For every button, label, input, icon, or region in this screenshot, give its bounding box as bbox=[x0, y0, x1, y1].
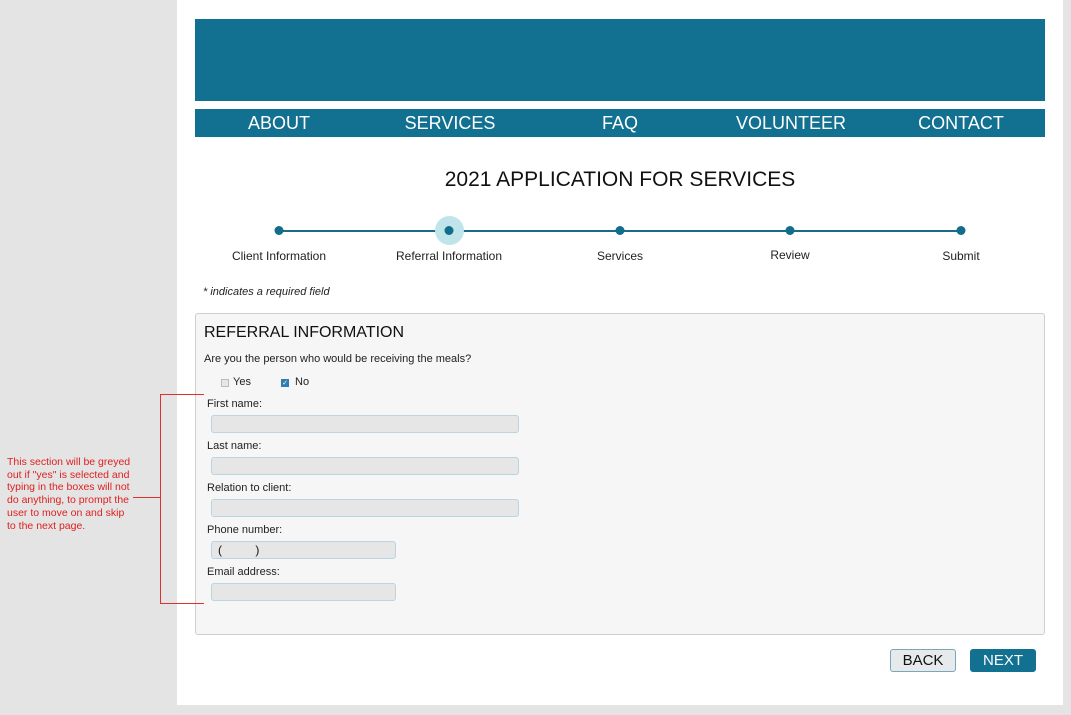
nav-volunteer[interactable]: VOLUNTEER bbox=[735, 113, 847, 133]
step-dot-client bbox=[275, 226, 284, 235]
step-dot-submit bbox=[957, 226, 966, 235]
step-label: Services bbox=[596, 249, 644, 263]
nav-contact[interactable]: CONTACT bbox=[918, 113, 1004, 133]
relation-label: Relation to client: bbox=[207, 482, 292, 494]
step-dot-referral bbox=[445, 226, 454, 235]
next-button[interactable]: NEXT bbox=[970, 649, 1036, 672]
phone-input[interactable]: ( ) bbox=[211, 541, 396, 559]
yes-checkbox[interactable] bbox=[221, 379, 229, 387]
annotation-note: This section will be greyed out if "yes" is selected and typing in the boxes will not do anything, to prompt the user to move on and skip to the next page. bbox=[7, 456, 131, 532]
yes-label: Yes bbox=[233, 376, 251, 388]
no-label: No bbox=[295, 376, 310, 388]
relation-input[interactable] bbox=[211, 499, 519, 517]
step-label: Referral Information bbox=[395, 249, 503, 263]
no-checkbox[interactable]: ✓ bbox=[282, 380, 288, 387]
nav-faq[interactable]: FAQ bbox=[601, 113, 639, 133]
last-name-label: Last name: bbox=[207, 440, 262, 452]
step-dot-review bbox=[786, 226, 795, 235]
email-input[interactable] bbox=[211, 583, 396, 601]
page-title: 2021 APPLICATION FOR SERVICES bbox=[444, 168, 796, 191]
step-label: Client Information bbox=[231, 249, 327, 263]
first-name-input[interactable] bbox=[211, 415, 519, 433]
email-label: Email address: bbox=[207, 566, 280, 578]
step-dot-services bbox=[616, 226, 625, 235]
back-button[interactable]: BACK bbox=[890, 649, 956, 672]
nav-about[interactable]: ABOUT bbox=[247, 113, 311, 133]
nav-services[interactable]: SERVICES bbox=[404, 113, 496, 133]
header-banner bbox=[195, 19, 1045, 101]
required-field-note: * indicates a required field bbox=[203, 286, 330, 298]
first-name-label: First name: bbox=[207, 398, 263, 410]
annotation-bracket bbox=[160, 394, 204, 604]
phone-label: Phone number: bbox=[207, 524, 283, 536]
section-heading: REFERRAL INFORMATION bbox=[204, 324, 405, 341]
step-label: Submit bbox=[942, 249, 980, 263]
receiving-meals-question: Are you the person who would be receiving the meals? bbox=[204, 353, 472, 365]
main-nav bbox=[195, 109, 1045, 137]
annotation-connector bbox=[133, 497, 160, 498]
last-name-input[interactable] bbox=[211, 457, 519, 475]
step-label: Review bbox=[770, 248, 810, 262]
